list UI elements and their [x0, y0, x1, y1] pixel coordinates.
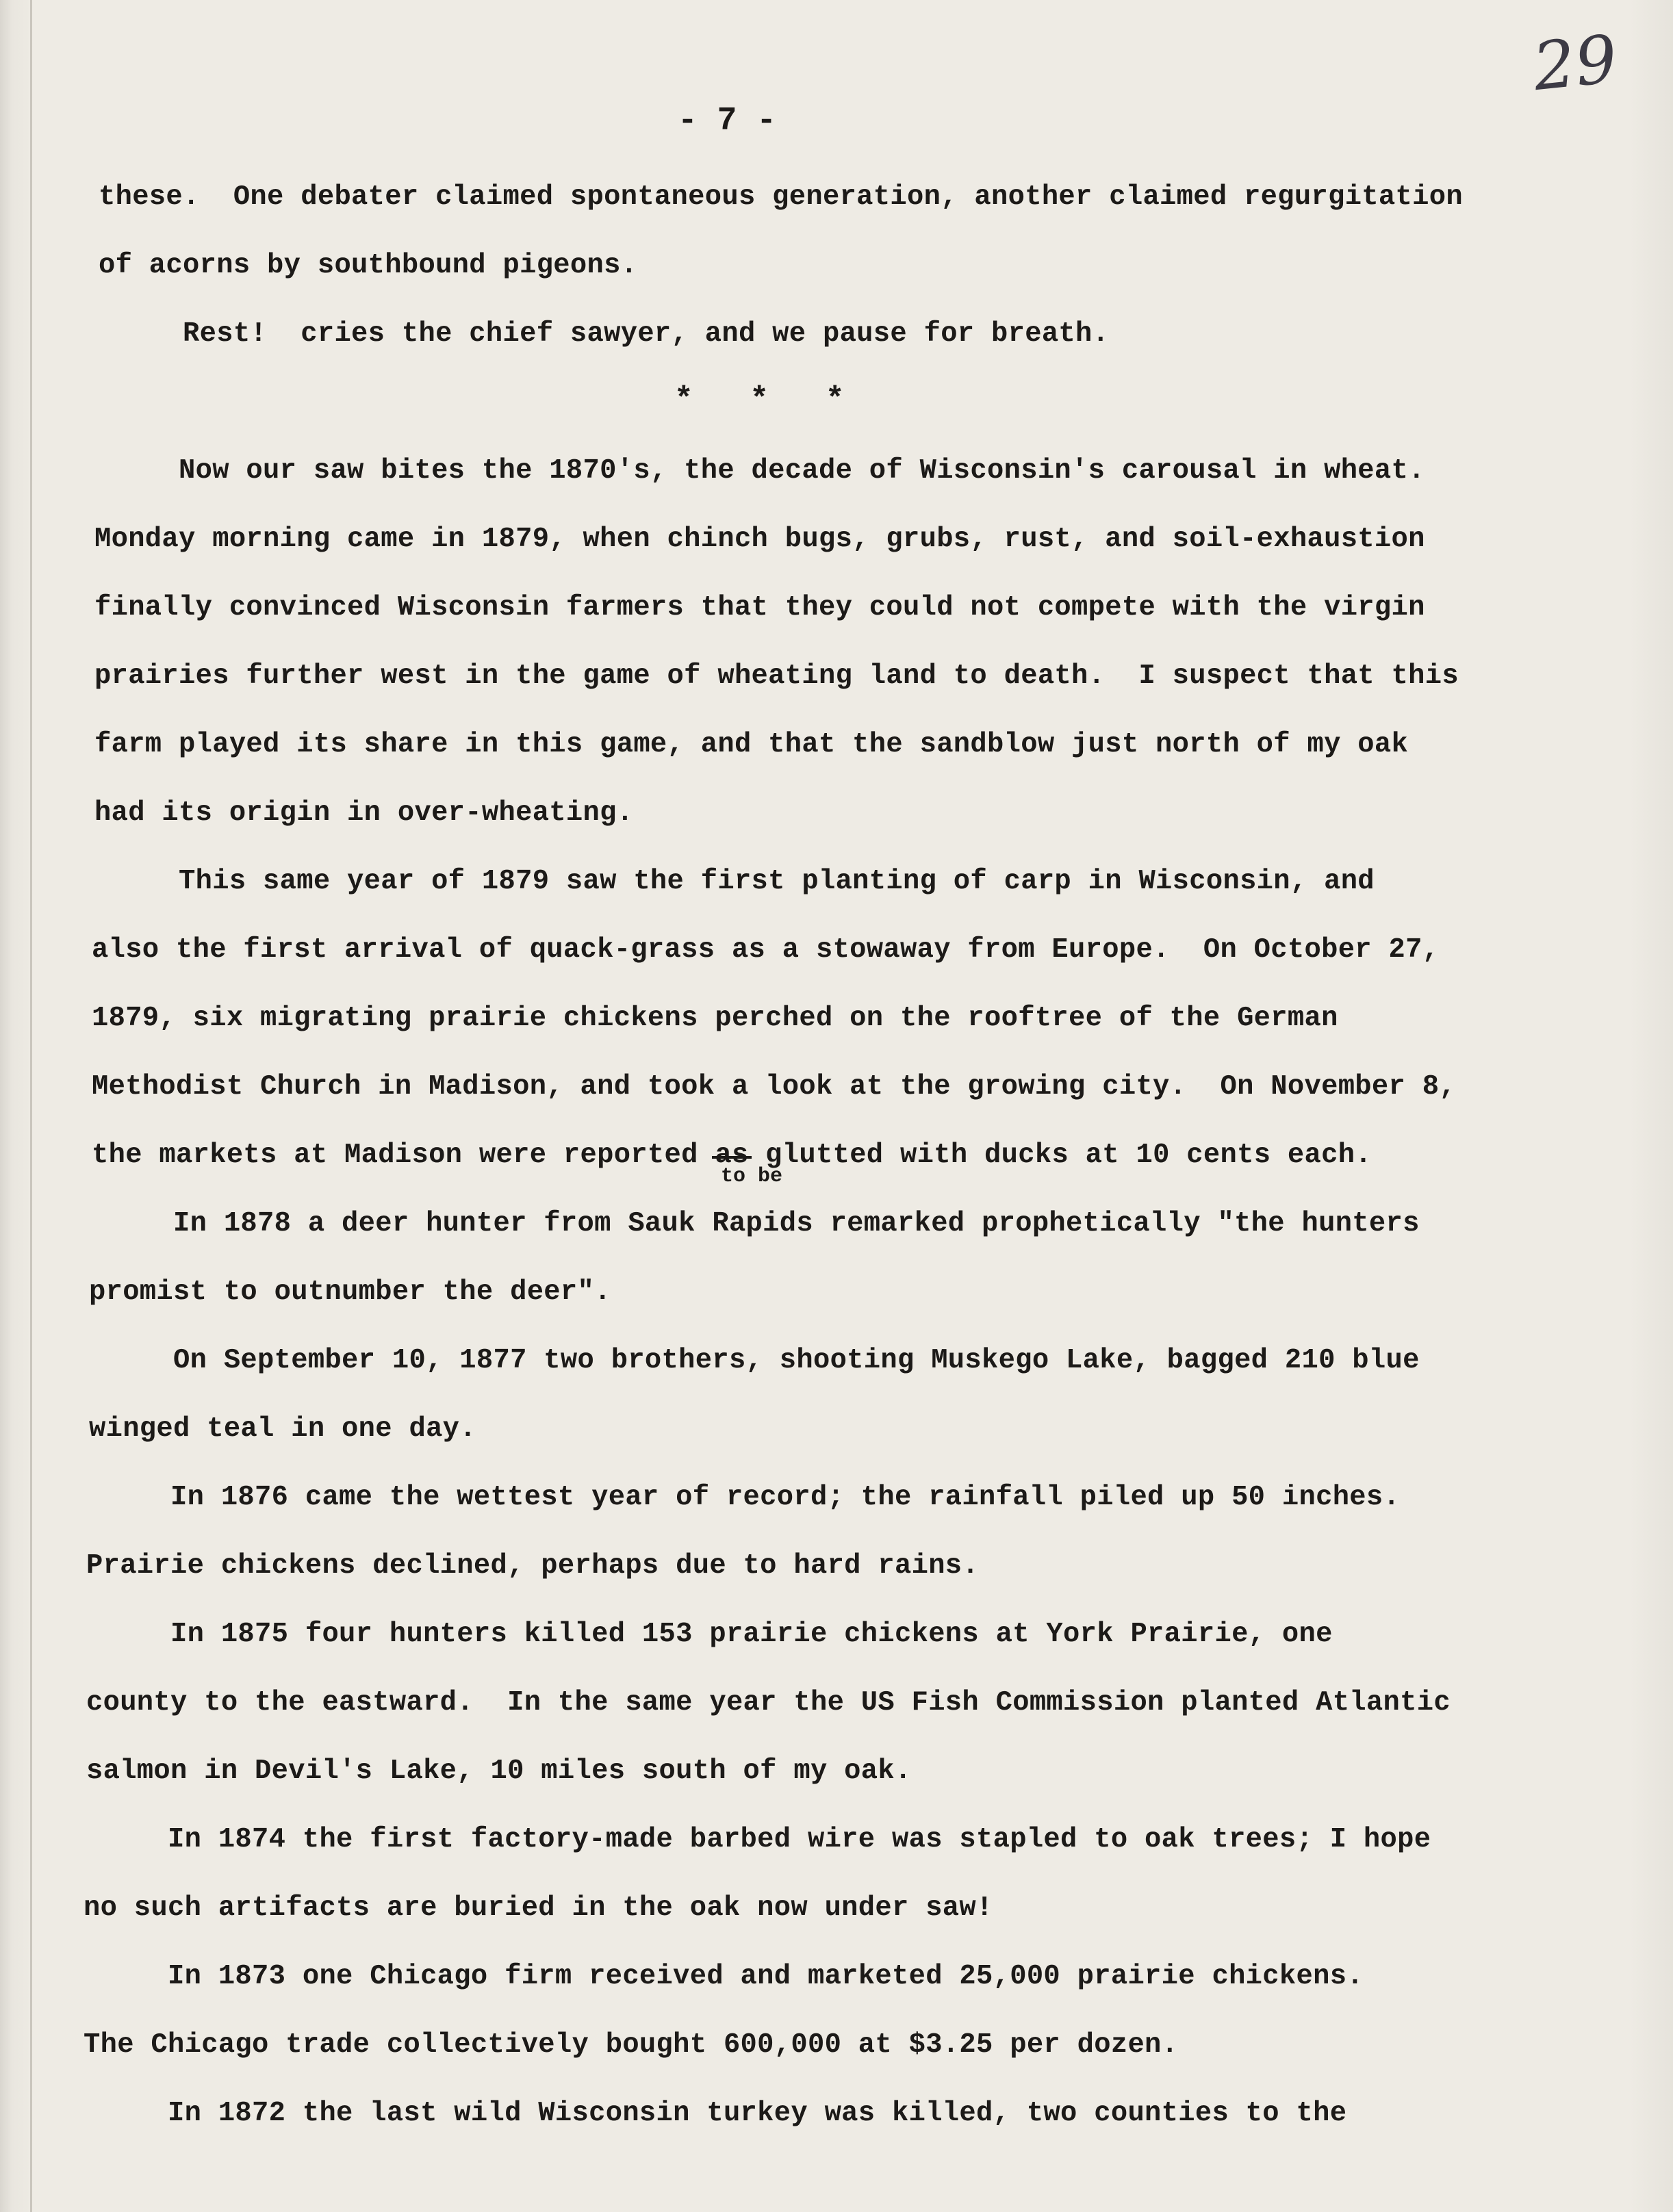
text-line: Monday morning came in 1879, when chinch bugs, grubs, rust, and soil-exhaustion: [94, 524, 1425, 555]
text-line: In 1874 the first factory-made barbed wire was stapled to oak trees; I hope: [84, 1824, 1431, 1855]
page-number: - 7 -: [678, 103, 777, 140]
edited-line-after: glutted with ducks at 10 cents each.: [748, 1140, 1372, 1171]
text-line: In 1878 a deer hunter from Sauk Rapids remarked prophetically "the hunters: [89, 1208, 1420, 1239]
text-line: In 1872 the last wild Wisconsin turkey was killed, two counties to the: [84, 2098, 1347, 2129]
text-line: farm played its share in this game, and that the sandblow just north of my oak: [94, 729, 1409, 760]
text-line: prairies further west in the game of wheating land to death. I suspect that this: [94, 660, 1459, 692]
text-line: In 1873 one Chicago firm received and marketed 25,000 prairie chickens.: [84, 1961, 1364, 1992]
text-line: no such artifacts are buried in the oak now under saw!: [84, 1892, 993, 1924]
text-line: The Chicago trade collectively bought 600,000 at $3.25 per dozen.: [84, 2029, 1179, 2061]
text-line: Methodist Church in Madison, and took a look at the growing city. On November 8,: [92, 1071, 1456, 1103]
text-line: finally convinced Wisconsin farmers that they could not compete with the virgin: [94, 592, 1425, 623]
text-line: This same year of 1879 saw the first planting of carp in Wisconsin, and: [94, 866, 1375, 897]
handwritten-page-mark: 29: [1529, 20, 1621, 106]
text-line: Now our saw bites the 1870's, the decade of Wisconsin's carousal in wheat.: [94, 455, 1425, 487]
page-edge-shadow: [30, 0, 32, 2212]
text-line: promist to outnumber the deer".: [89, 1276, 611, 1308]
text-line: salmon in Devil's Lake, 10 miles south of my oak.: [86, 1756, 912, 1787]
text-line: also the first arrival of quack-grass as a stowaway from Europe. On October 27,: [92, 934, 1440, 966]
edited-text-line: [92, 1140, 1372, 1171]
text-line: Prairie chickens declined, perhaps due to hard rains.: [86, 1550, 980, 1582]
text-line: county to the eastward. In the same year the US Fish Commission planted Atlantic: [86, 1687, 1451, 1719]
text-line: 1879, six migrating prairie chickens perched on the rooftree of the German: [92, 1003, 1338, 1034]
text-line: these. One debater claimed spontaneous generation, another claimed regurgitation: [99, 181, 1463, 213]
section-separator: * * *: [674, 382, 845, 417]
text-line: of acorns by southbound pigeons.: [99, 250, 638, 281]
text-line: had its origin in over-wheating.: [94, 797, 634, 829]
struck-word: as: [715, 1140, 749, 1171]
text-line: In 1875 four hunters killed 153 prairie chickens at York Prairie, one: [86, 1619, 1333, 1650]
handwritten-insertion: to be: [721, 1165, 783, 1188]
text-line: In 1876 came the wettest year of record; the rainfall piled up 50 inches.: [86, 1482, 1401, 1513]
text-line: Rest! cries the chief sawyer, and we pause for breath.: [99, 318, 1110, 350]
text-line: On September 10, 1877 two brothers, shooting Muskego Lake, bagged 210 blue: [89, 1345, 1420, 1376]
text-line: winged teal in one day.: [89, 1413, 476, 1445]
edited-line-before: the markets at Madison were reported: [92, 1140, 715, 1171]
